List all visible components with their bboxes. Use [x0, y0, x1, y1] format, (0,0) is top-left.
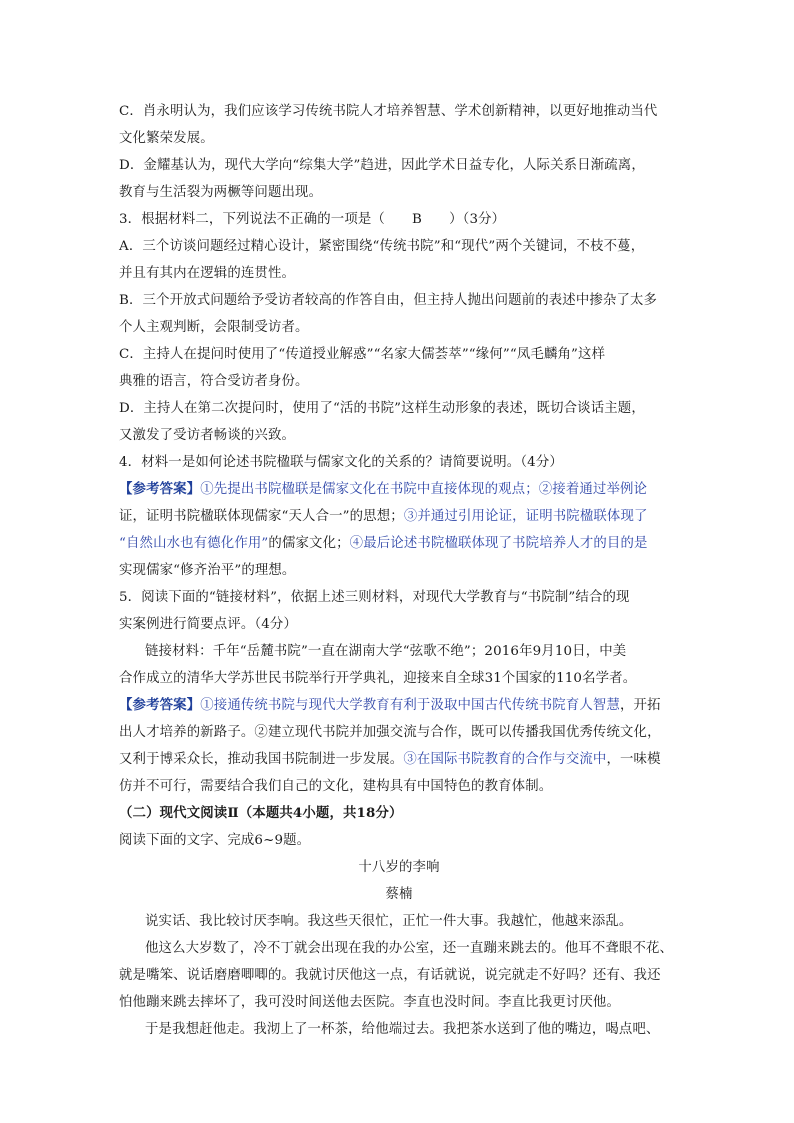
answer-label: 【参考答案】	[119, 481, 201, 497]
document-page	[119, 98, 679, 1043]
q5-answer-line-3	[119, 746, 679, 773]
section-instruction: 阅读下面的文字、完成6~9题。	[119, 833, 311, 848]
q5-answer-line-4: 仿并不可行，需要结合我们自己的文化，建构具有中国特色的教育体制。	[119, 779, 553, 794]
answer-text: 证，证明书院楹联体现儒家“天人合一”的思想；	[119, 509, 404, 524]
link-material-line-1: 链接材料：千年“岳麓书院”一直在湖南大学“弦歌不绝”；2016年9月10日，中美	[145, 644, 627, 659]
q3-option-d-line-2: 又激发了受访者畅谈的兴致。	[119, 428, 296, 443]
answer-text: ④最后论述书院楹联体现了书院培养人才的目的是	[349, 536, 648, 551]
q4-answer-line-2	[119, 503, 679, 530]
question-5-line-2: 实案例进行简要点评。（4分）	[119, 617, 297, 632]
paragraph-3: 于是我想赶他走。我沏上了一杯茶，给他端过去。我把茶水送到了他的嘴边，喝点吧、	[145, 1022, 660, 1037]
story-title: 十八岁的李响	[358, 860, 440, 875]
q3-option-a-line-2: 并且有其内在逻辑的连贯性。	[119, 266, 296, 281]
q3-option-b-line-2: 个人主观判断，会限制受访者。	[119, 320, 309, 335]
answer-text: ，一味模	[606, 752, 661, 767]
option-d-line-1: D．金耀基认为，现代大学向“综集大学”趋进，因此学术日益专化，人际关系日渐疏离，	[119, 158, 645, 173]
option-d-line-2: 教育与生活裂为两橛等问题出现。	[119, 185, 323, 200]
answer-text: ①接通传统书院与现代大学教育有利于汲取中国古代传统书院育人智慧	[200, 698, 621, 713]
section-heading: （二）现代文阅读Ⅱ（本题共4小题，共18分）	[119, 805, 403, 821]
paragraph-2-line-1: 他这么大岁数了，冷不丁就会出现在我的办公室，还一直蹦来跳去的。他耳不聋眼不花、	[145, 941, 674, 956]
q4-answer-line-1	[119, 476, 679, 503]
option-c-line-1: C．肖永明认为，我们应该学习传统书院人才培养智慧、学术创新精神，以更好地推动当代	[119, 104, 658, 119]
q3-option-b-line-1: B．三个开放式问题给予受访者较高的作答自由，但主持人抛出问题前的表述中掺杂了太多	[119, 293, 658, 308]
paragraph-1: 说实话、我比较讨厌李响。我这些天很忙，正忙一件大事。我越忙，他越来添乱。	[145, 914, 633, 929]
option-c-line-2: 文化繁荣发展。	[119, 131, 214, 146]
link-material-line-2: 合作成立的清华大学苏世民书院举行开学典礼，迎接来自全球31个国家的110名学者。	[119, 671, 637, 686]
question-4: 4．材料一是如何论述书院楹联与儒家文化的关系的？请简要说明。（4分）	[119, 455, 563, 470]
answer-text: ①先提出书院楹联是儒家文化在书院中直接体现的观点；②接着通过举例论	[200, 482, 648, 497]
answer-text: 又利于博采众长，推动我国书院制进一步发展。	[119, 752, 404, 767]
question-3: 3．根据材料二，下列说法不正确的一项是（ B ）（3分）	[119, 212, 506, 227]
q3-option-d-line-1: D．主持人在第二次提问时，使用了“活的书院”这样生动形象的表述，既切合谈话主题，	[119, 401, 645, 416]
story-author: 蔡楠	[385, 887, 413, 902]
answer-text: “自然山水也有德化作用”	[119, 536, 269, 551]
q5-answer-line-2: 出人才培养的新路子。②建立现代书院并加强交流与合作，既可以传播我国优秀传统文化，	[119, 725, 661, 740]
q3-option-c-line-2: 典雅的语言，符合受访者身份。	[119, 374, 309, 389]
answer-label: 【参考答案】	[119, 697, 201, 713]
q5-answer-line-1	[119, 692, 679, 719]
answer-text: ③并通过引用论证，证明书院楹联体现了	[403, 509, 648, 524]
q3-option-c-line-1: C．主持人在提问时使用了“传道授业解惑”“名家大儒荟萃”“缘何”“凤毛麟角”这样	[119, 347, 606, 362]
paragraph-2-line-3: 怕他蹦来跳去摔坏了，我可没时间送他去医院。李直也没时间。李直比我更讨厌他。	[119, 995, 621, 1010]
q4-answer-line-3	[119, 530, 679, 557]
question-5-line-1: 5．阅读下面的“链接材料”，依据上述三则材料，对现代大学教育与“书院制”结合的现	[119, 590, 630, 605]
q3-option-a-line-1: A．三个访谈问题经过精心设计，紧密围绕“传统书院”和“现代”两个关键词，不枝不蔓，	[119, 239, 645, 254]
answer-text: ，开拓	[620, 698, 661, 713]
paragraph-2-line-2: 就是嘴笨、说话磨磨唧唧的。我就讨厌他这一点，有话就说，说完就走不好吗？还有、我还	[119, 968, 661, 983]
answer-text: 的儒家文化；	[268, 536, 350, 551]
q4-answer-line-4: 实现儒家“修齐治平”的理想。	[119, 563, 296, 578]
answer-text: ③在国际书院教育的合作与交流中	[403, 752, 607, 767]
